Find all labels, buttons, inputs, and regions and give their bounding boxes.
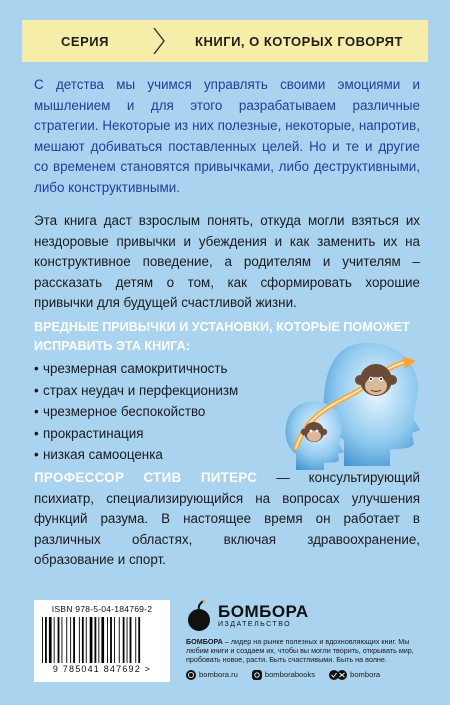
publisher-subtitle: ИЗДАТЕЛЬСТВО <box>218 621 292 628</box>
series-bar <box>22 20 428 62</box>
author-bio-text: — консультирующий психиатр, специализирующийся на вопросах улучшения функций разума. В настоящее время он работает в различных областях, включая здравоохранение, образование и спорт. <box>34 470 420 567</box>
social-icons <box>329 670 347 680</box>
list-item <box>34 423 274 445</box>
list-item-text: страх неудач и перфекционизм <box>43 382 239 398</box>
chevron-right-icon <box>148 20 170 62</box>
description-paragraph: Эта книга даст взрослым понять, откуда могли взяться их нездоровые привычки и убеждения и как заменить их на конструктивное поведение, а родителям и учителям – рассказать детям о том, как сформировать хорошие привычки для будущей счастливой жизни. <box>34 213 420 310</box>
publisher-link-instagram[interactable] <box>252 670 315 680</box>
bullet: • <box>34 404 39 419</box>
list-item-text: низкая самооценка <box>43 447 163 462</box>
bullet: • <box>34 447 39 462</box>
publisher-link-site[interactable] <box>186 670 238 680</box>
series-name: КНИГИ, О КОТОРЫХ ГОВОРЯТ <box>195 33 403 49</box>
series-label: СЕРИЯ <box>61 33 109 49</box>
globe-icon <box>186 670 196 680</box>
list-item <box>34 380 274 402</box>
bullet: • <box>34 382 39 398</box>
publisher-desc-brand: БОМБОРА <box>186 637 223 646</box>
list-item <box>34 401 274 423</box>
author-bio <box>34 468 420 571</box>
author-name: ПРОФЕССОР СТИВ ПИТЕРС <box>34 470 258 485</box>
barcode-box <box>34 600 170 682</box>
list-item <box>34 444 274 466</box>
barcode-icon <box>40 617 164 663</box>
list-item-text: прокрастинация <box>43 425 144 441</box>
publisher-desc-text: – лидер на рынке полезных и вдохновляющих книг. Мы любим книги и создаем их, чтобы вы могли творить, открывать мир, пробовать новое, расти. Быть счастливыми. Быть на волне. <box>186 637 414 665</box>
publisher-link-label: bombora.ru <box>199 670 238 680</box>
bullet: • <box>34 425 39 441</box>
publisher-description <box>186 637 426 665</box>
publisher-logo <box>186 598 426 634</box>
barcode-digits: 9 785041 847692 > <box>52 664 152 674</box>
lead-paragraph: С детства мы учимся управлять своими эмоциями и мышлением и для этого разрабатываем различные стратегии. Некоторые из них полезные, некоторые, напротив, мешают добиваться поставленных целей. Но и те и другие со временем становятся привычками, либо деструктивными, либо конструктивными. <box>34 77 420 195</box>
publisher-links <box>186 670 426 680</box>
list-item-text: чрезмерная самокритичность <box>43 361 228 376</box>
list-item <box>34 358 274 380</box>
isbn-text: ISBN 978-5-04-184769-2 <box>51 604 153 614</box>
publisher-link-label: bombora <box>350 670 381 680</box>
habits-heading: ВРЕДНЫЕ ПРИВЫЧКИ И УСТАНОВКИ, КОТОРЫЕ ПОМОЖЕТ ИСПРАВИТЬ ЭТА КНИГА: <box>34 320 410 353</box>
habits-list <box>34 358 274 466</box>
instagram-icon <box>252 670 262 680</box>
publisher-block <box>186 598 426 680</box>
brain-with-monkeys-illustration <box>278 336 428 471</box>
bullet: • <box>34 361 39 376</box>
bombora-logo-icon <box>186 600 212 632</box>
publisher-link-social[interactable] <box>329 670 380 680</box>
publisher-link-label: bomborabooks <box>264 670 316 680</box>
publisher-name: БОМБОРА <box>218 602 309 621</box>
list-item-text: чрезмерное беспокойство <box>43 404 206 419</box>
